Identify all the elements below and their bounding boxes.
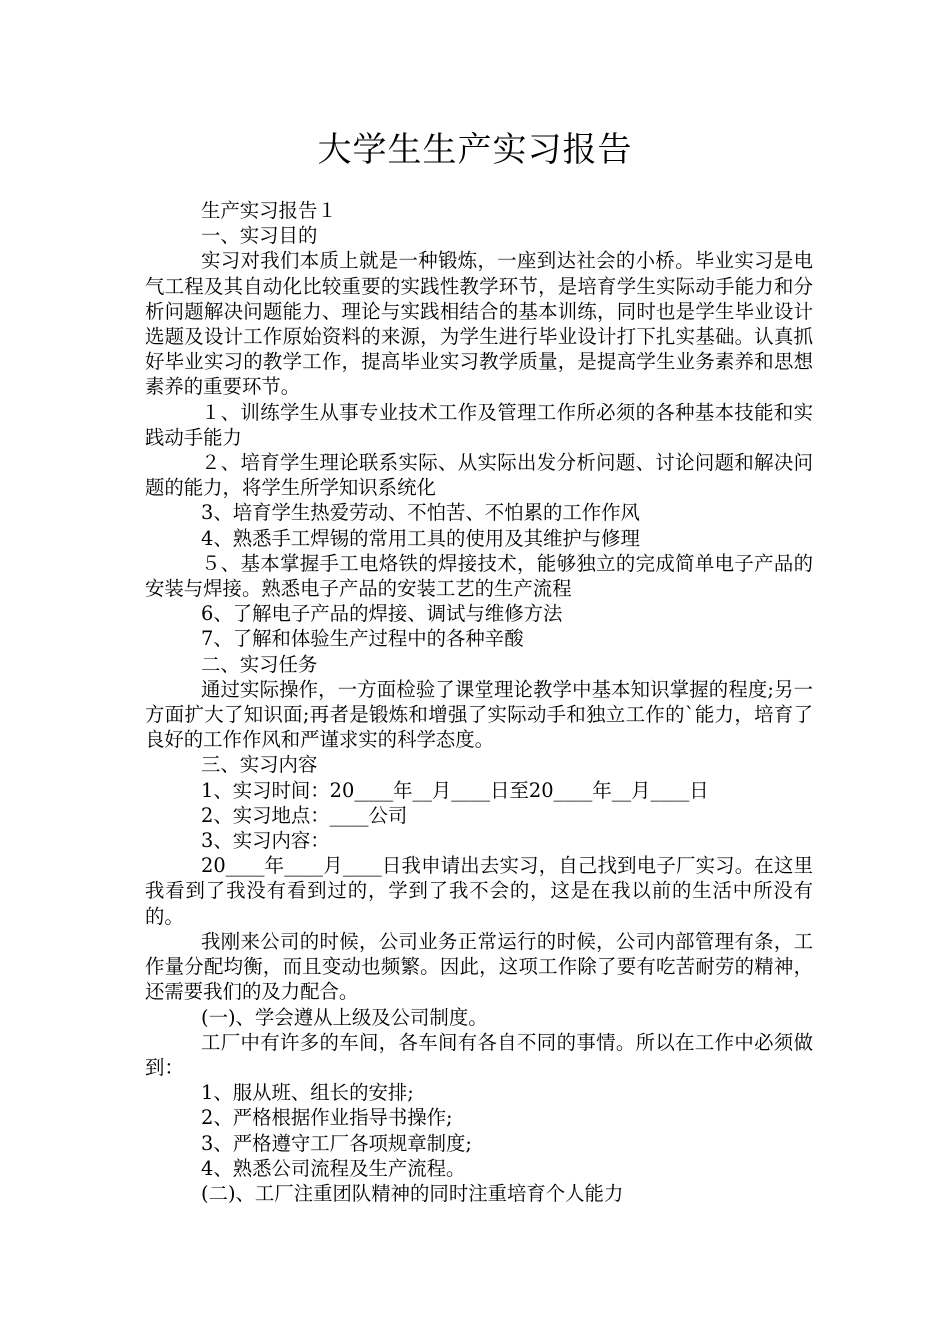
list-item: 1、服从班、组长的安排;: [201, 1081, 414, 1105]
section-heading: 一、实习目的: [201, 224, 318, 248]
subsection-heading: (一)、学会遵从上级及公司制度。: [201, 1005, 488, 1029]
section-heading: 二、实习任务: [201, 652, 318, 676]
list-item: 3、严格遵守工厂各项规章制度;: [201, 1131, 472, 1155]
list-item: ５、基本掌握手工电烙铁的焊接技术，能够独立的完成简单电子产品的安装与焊接。熟悉电子产品的安装工艺的生产流程: [145, 551, 813, 601]
list-item: １、训练学生从事专业技术工作及管理工作所必须的各种基本技能和实践动手能力: [145, 400, 813, 449]
paragraph: 工厂中有许多的车间，各车间有各自不同的事情。所以在工作中必须做到：: [145, 1030, 813, 1079]
paragraph: 我刚来公司的时候，公司业务正常运行的时候，公司内部管理有条，工作量分配均衡，而且变动也频繁。因此，这项工作除了要有吃苦耐劳的精神，还需要我们的及力配合。: [145, 929, 813, 1004]
paragraph: 通过实际操作，一方面检验了课堂理论教学中基本知识掌握的程度;另一方面扩大了知识面;再者是锻炼和增强了实际动手和独立工作的`能力，培育了良好的工作作风和严谨求实的科学态度。: [145, 677, 813, 752]
list-item: 7、了解和体验生产过程中的各种辛酸: [201, 627, 524, 651]
list-item: 3、培育学生热爱劳动、不怕苦、不怕累的工作作风: [201, 501, 640, 525]
list-item: 4、熟悉公司流程及生产流程。: [201, 1156, 466, 1180]
list-item: 3、实习内容：: [201, 829, 330, 853]
list-item: 6、了解电子产品的焊接、调试与维修方法: [201, 602, 563, 626]
subsection-heading: (二)、工厂注重团队精神的同时注重培育个人能力: [201, 1181, 624, 1205]
list-item: ２、培育学生理论联系实际、从实际出发分析问题、讨论问题和解决问题的能力，将学生所学知识系统化: [145, 451, 813, 500]
list-item: 2、实习地点：____公司: [201, 803, 408, 827]
paragraph: 生产实习报告１: [201, 199, 337, 222]
paragraph: 实习对我们本质上就是一种锻炼，一座到达社会的小桥。毕业实习是电气工程及其自动化比较重要的实践性教学环节，是培育学生实际动手能力和分析问题解决问题能力、理论与实践相结合的基本训练，同时也是学生毕业设计选题及设计工作原始资料的来源，为学生进行毕业设计打下扎实基础。认真抓好毕业实习的教学工作，提高毕业实习教学质量，是提高学生业务素养和思想素养的重要环节。: [145, 249, 813, 399]
list-item: 1、实习时间：20____年__月____日至20____年__月____日: [201, 778, 709, 802]
list-item: 2、严格根据作业指导书操作;: [201, 1106, 453, 1130]
section-heading: 三、实习内容: [201, 753, 318, 777]
list-item: 4、熟悉手工焊锡的常用工具的使用及其维护与修理: [201, 526, 640, 550]
paragraph: 20____年____月____日我申请出去实习，自己找到电子厂实习。在这里我看到了我没有看到过的，学到了我不会的，这是在我以前的生活中所没有的。: [145, 854, 813, 928]
document-title: 大学生生产实习报告: [317, 130, 633, 170]
document-body: [145, 198, 813, 1206]
